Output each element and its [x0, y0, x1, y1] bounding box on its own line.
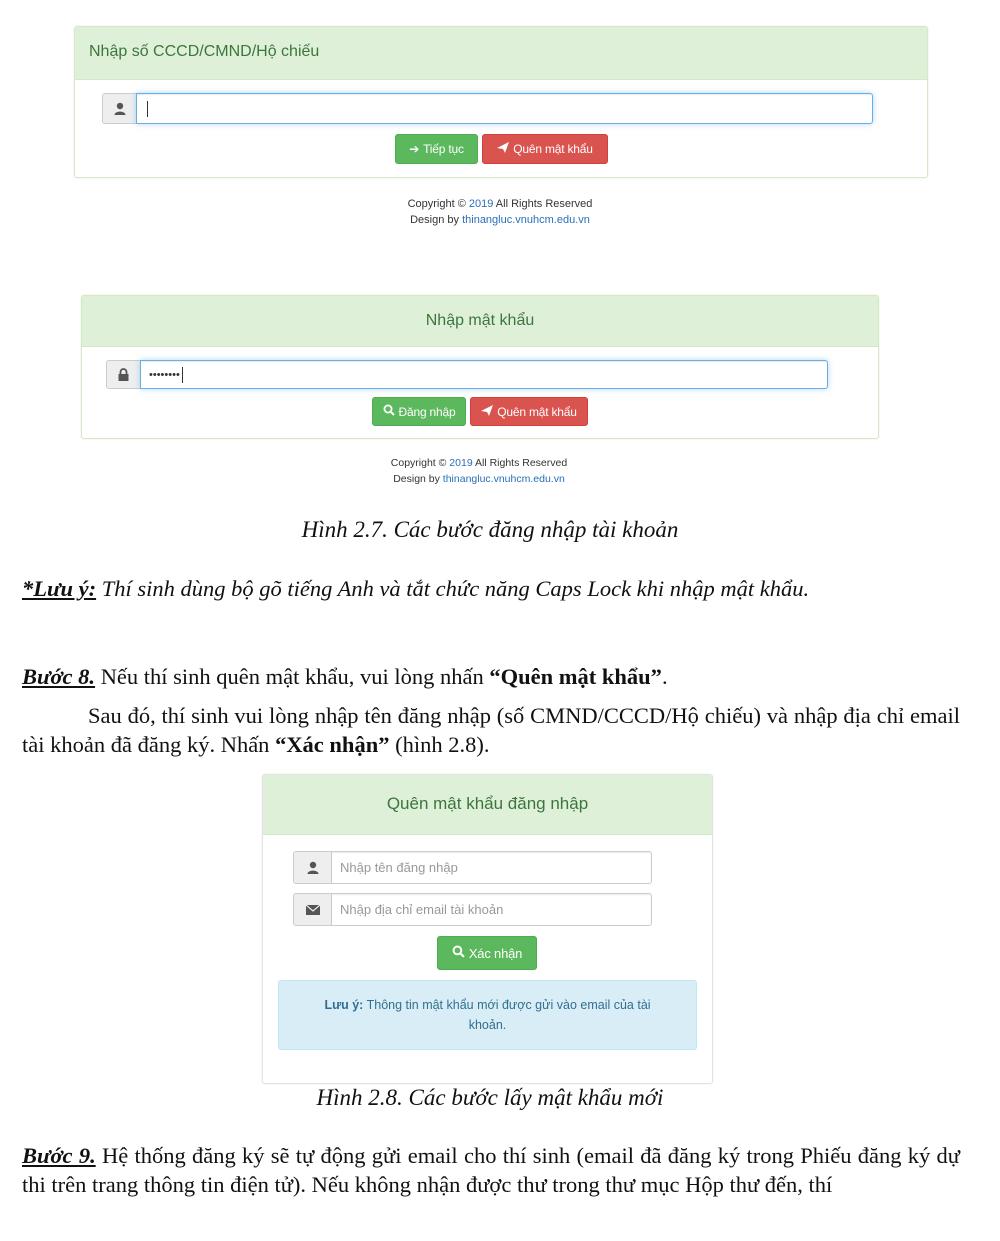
- step9-label: Bước 9.: [22, 1143, 96, 1168]
- figure-caption: Hình 2.7. Các bước đăng nhập tài khoản: [301, 517, 679, 542]
- search-icon: [452, 945, 465, 961]
- panel-heading: [75, 27, 927, 80]
- password-login-panel: [81, 295, 879, 439]
- footer-copyright: [279, 457, 679, 485]
- step8-para2-text: Sau đó, thí sinh vui lòng nhập tên đăng nhập (số CMND/CCCD/Hộ chiếu) và nhập địa chỉ email tài khoản đã đăng ký. Nhấn: [22, 703, 960, 757]
- email-input[interactable]: [331, 893, 652, 926]
- confirm-label: Xác nhận: [468, 945, 523, 961]
- id-number-input[interactable]: [136, 93, 873, 124]
- step8-paragraph: [22, 662, 982, 691]
- step8-paragraph-2: [22, 701, 960, 759]
- password-input[interactable]: [140, 360, 828, 389]
- step8-para2-bold: “Xác nhận”: [275, 732, 390, 757]
- panel-heading-text: Nhập số CCCD/CMND/Hộ chiếu: [89, 43, 320, 60]
- panel-heading: [82, 296, 878, 347]
- email-placeholder: Nhập địa chỉ email tài khoản: [340, 902, 504, 917]
- search-icon: [383, 404, 395, 419]
- design-line: Design by thinangluc.vnuhcm.edu.vn: [410, 214, 590, 226]
- copyright-line: Copyright © 2019 All Rights Reserved: [390, 457, 568, 469]
- panel-heading-text: Quên mật khẩu đăng nhập: [386, 794, 589, 813]
- info-alert: [278, 980, 697, 1050]
- text-caret: [182, 367, 183, 383]
- step8-end: .: [661, 664, 668, 689]
- forgot-label: Quên mật khẩu: [497, 404, 577, 419]
- forgot-password-panel: [262, 774, 713, 1084]
- lock-icon: [106, 360, 141, 389]
- design-link[interactable]: thinangluc.vnuhcm.edu.vn: [442, 473, 565, 485]
- continue-label: Tiếp tục: [423, 142, 464, 156]
- step8-para2-end: (hình 2.8).: [389, 732, 490, 757]
- step8-text: Nếu thí sinh quên mật khẩu, vui lòng nhấn: [95, 664, 490, 689]
- user-icon: [293, 851, 332, 884]
- arrow-right-icon: ➔: [409, 142, 420, 156]
- step9-paragraph: [22, 1141, 960, 1199]
- forgot-password-button[interactable]: [482, 134, 608, 164]
- note-label: *Lưu ý:: [22, 576, 97, 601]
- step8-label: Bước 8.: [22, 664, 96, 689]
- alert-label: Lưu ý:: [324, 998, 364, 1012]
- note-text: Thí sinh dùng bộ gõ tiếng Anh và tắt chức năng Caps Lock khi nhập mật khẩu.: [96, 576, 810, 601]
- send-icon: [481, 405, 493, 419]
- footer-copyright: [300, 198, 700, 226]
- username-placeholder: Nhập tên đăng nhập: [340, 860, 458, 875]
- user-icon: [102, 93, 137, 124]
- login-button[interactable]: [372, 397, 466, 426]
- cccd-login-panel: [74, 26, 928, 178]
- panel-heading: [263, 775, 712, 835]
- step9-text: Hệ thống đăng ký sẽ tự động gửi email cho thí sinh (email đã đăng ký trong Phiếu đăng ký dự thi trên trang thông tin điện tử). Nếu không nhận được thư trong thư mục Hộp thư đến, thí: [22, 1143, 960, 1197]
- confirm-button[interactable]: [437, 936, 537, 970]
- forgot-label: Quên mật khẩu: [513, 142, 593, 156]
- figure-caption: Hình 2.8. Các bước lấy mật khẩu mới: [316, 1085, 664, 1110]
- text-caret: [147, 101, 148, 117]
- login-label: Đăng nhập: [398, 404, 456, 419]
- design-link[interactable]: thinangluc.vnuhcm.edu.vn: [462, 214, 590, 226]
- panel-heading-text: Nhập mật khẩu: [425, 312, 535, 329]
- note-paragraph: [22, 574, 982, 603]
- continue-button[interactable]: [395, 134, 478, 164]
- design-line: Design by thinangluc.vnuhcm.edu.vn: [393, 473, 565, 485]
- alert-text: Thông tin mật khẩu mới được gửi vào email của tài khoản.: [363, 998, 651, 1032]
- envelope-icon: [293, 893, 332, 926]
- copyright-line: Copyright © 2019 All Rights Reserved: [407, 198, 593, 210]
- send-icon: [497, 142, 509, 156]
- username-input[interactable]: [331, 851, 652, 884]
- forgot-password-button[interactable]: [470, 397, 588, 426]
- password-value: ••••••••: [149, 368, 180, 381]
- step8-bold: “Quên mật khẩu”: [489, 664, 662, 689]
